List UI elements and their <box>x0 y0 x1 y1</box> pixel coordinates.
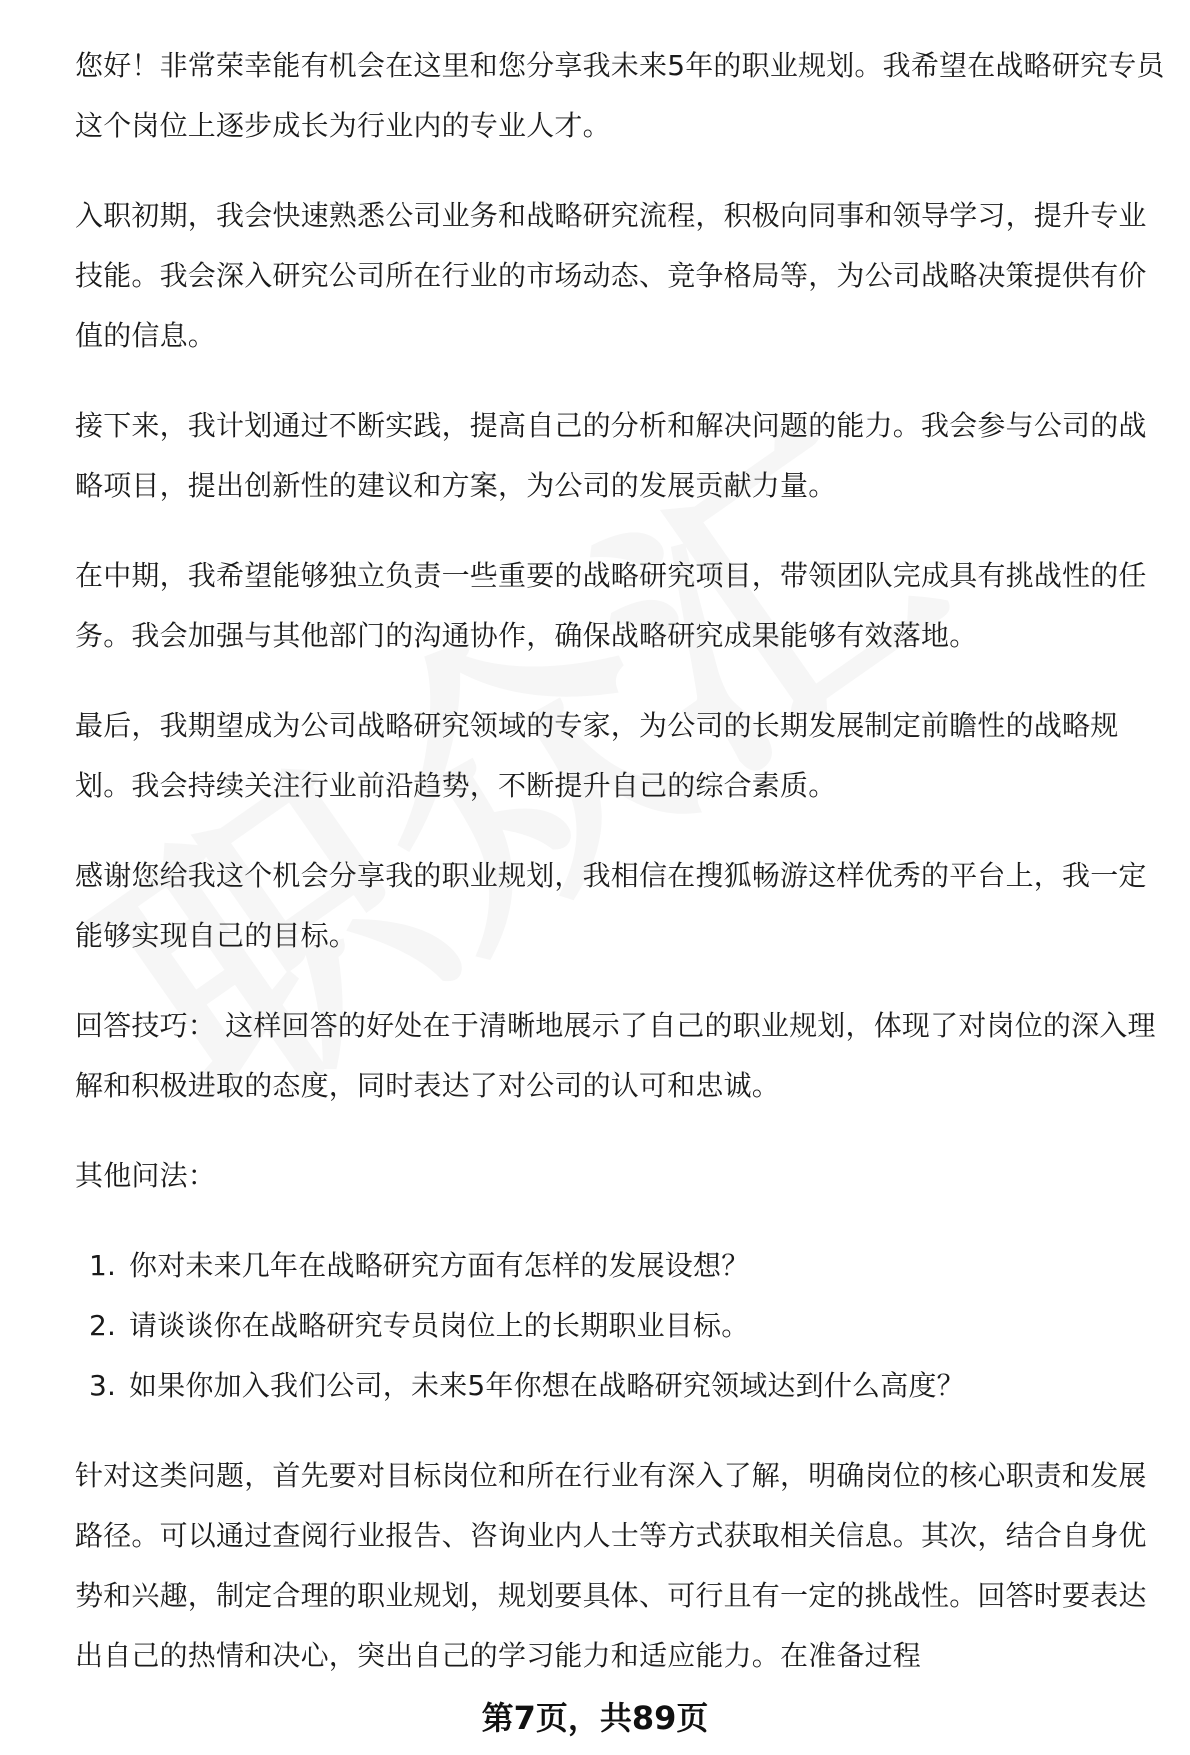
list-item-text: 你对未来几年在战略研究方面有怎样的发展设想？ <box>129 1249 750 1282</box>
list-item-number: 3. <box>89 1369 117 1402</box>
paragraph-final-stage: 最后，我期望成为公司战略研究领域的专家，为公司的长期发展制定前瞻性的战略规划。我会持续关注行业前沿趋势，不断提升自己的综合素质。 <box>75 709 1119 802</box>
list-item <box>89 1296 1165 1356</box>
list-item <box>89 1236 1165 1296</box>
list-item-number: 2. <box>89 1309 117 1342</box>
other-questions-list <box>75 1236 1165 1416</box>
page-number: 第7页，共89页 <box>481 1699 709 1737</box>
list-item <box>89 1356 1165 1416</box>
paragraph-next-stage: 接下来，我计划通过不断实践，提高自己的分析和解决问题的能力。我会参与公司的战略项目，提出创新性的建议和方案，为公司的发展贡献力量。 <box>75 409 1147 502</box>
paragraph-other-questions-heading: 其他问法： <box>75 1159 217 1192</box>
paragraph-answer-tip: 回答技巧： 这样回答的好处在于清晰地展示了自己的职业规划，体现了对岗位的深入理解和积极进取的态度，同时表达了对公司的认可和忠诚。 <box>75 1009 1156 1102</box>
list-item-text: 如果你加入我们公司，未来5年你想在战略研究领域达到什么高度？ <box>129 1369 965 1402</box>
paragraph-intro: 您好！非常荣幸能有机会在这里和您分享我未来5年的职业规划。我希望在战略研究专员这个岗位上逐步成长为行业内的专业人才。 <box>75 49 1165 142</box>
paragraph-mid-stage: 在中期，我希望能够独立负责一些重要的战略研究项目，带领团队完成具有挑战性的任务。我会加强与其他部门的沟通协作，确保战略研究成果能够有效落地。 <box>75 559 1147 652</box>
paragraph-closing-advice: 针对这类问题，首先要对目标岗位和所在行业有深入了解，明确岗位的核心职责和发展路径。可以通过查阅行业报告、咨询业内人士等方式获取相关信息。其次，结合自身优势和兴趣，制定合理的职业规划，规划要具体、可行且有一定的挑战性。回答时要表达出自己的热情和决心，突出自己的学习能力和适应能力。在准备过程 <box>75 1459 1147 1672</box>
document-body <box>75 36 1165 1716</box>
list-item-number: 1. <box>89 1249 117 1282</box>
paragraph-early-stage: 入职初期，我会快速熟悉公司业务和战略研究流程，积极向同事和领导学习，提升专业技能。我会深入研究公司所在行业的市场动态、竞争格局等，为公司战略决策提供有价值的信息。 <box>75 199 1147 352</box>
paragraph-thanks: 感谢您给我这个机会分享我的职业规划，我相信在搜狐畅游这样优秀的平台上，我一定能够实现自己的目标。 <box>75 859 1147 952</box>
list-item-text: 请谈谈你在战略研究专员岗位上的长期职业目标。 <box>129 1309 750 1342</box>
